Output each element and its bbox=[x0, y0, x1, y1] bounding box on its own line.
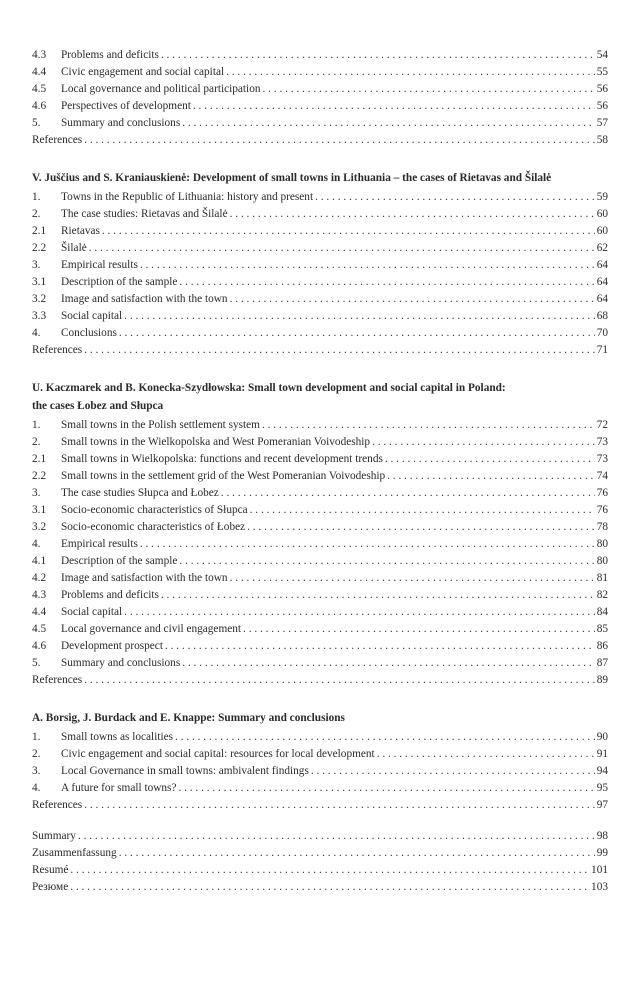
entry-title: Small towns in the Wielkopolska and West Pomeranian Voivodeship bbox=[61, 436, 371, 448]
toc-entry[interactable] bbox=[32, 81, 608, 98]
entry-page: 71 bbox=[596, 344, 608, 356]
toc-entry[interactable] bbox=[32, 502, 608, 519]
entry-number: 4.3 bbox=[32, 589, 47, 601]
toc-entry[interactable] bbox=[32, 64, 608, 81]
entry-number: 3.1 bbox=[32, 276, 47, 288]
toc-entry[interactable] bbox=[32, 587, 608, 604]
entry-number: 3.1 bbox=[32, 504, 47, 516]
leader-dots bbox=[178, 780, 594, 797]
entry-page: 76 bbox=[596, 504, 608, 516]
leader-dots bbox=[84, 797, 595, 814]
entry-title: Social capital bbox=[61, 606, 123, 618]
toc-entry[interactable] bbox=[32, 553, 608, 570]
entry-page: 60 bbox=[596, 225, 608, 237]
entry-number: 2. bbox=[32, 436, 41, 448]
leader-dots bbox=[119, 845, 595, 862]
entry-number: 2. bbox=[32, 208, 41, 220]
entry-page: 57 bbox=[596, 117, 608, 129]
toc-entry[interactable] bbox=[32, 240, 608, 257]
entry-page: 64 bbox=[596, 276, 608, 288]
leader-dots bbox=[161, 587, 595, 604]
entry-title: Local Governance in small towns: ambivalent findings bbox=[61, 765, 309, 777]
entry-title: Socio-economic characteristics of Łobez bbox=[61, 521, 246, 533]
entry-number: 4.4 bbox=[32, 606, 47, 618]
toc-entry[interactable] bbox=[32, 828, 608, 845]
entry-page: 76 bbox=[596, 487, 608, 499]
entry-title: Conclusions bbox=[61, 327, 117, 339]
entry-title: Development prospect bbox=[61, 640, 163, 652]
leader-dots bbox=[182, 655, 594, 672]
toc-entry[interactable] bbox=[32, 98, 608, 115]
leader-dots bbox=[165, 638, 595, 655]
leader-dots bbox=[193, 98, 595, 115]
entry-number: 3. bbox=[32, 765, 41, 777]
toc-entry[interactable] bbox=[32, 746, 608, 763]
leader-dots bbox=[140, 257, 595, 274]
entry-number: 5. bbox=[32, 117, 41, 129]
entry-title: References bbox=[32, 344, 83, 356]
toc-entry[interactable] bbox=[32, 729, 608, 746]
entry-page: 60 bbox=[596, 208, 608, 220]
leader-dots bbox=[182, 115, 594, 132]
entry-title: Socio-economic characteristics of Słupca bbox=[61, 504, 248, 516]
entry-title: Description of the sample bbox=[61, 276, 178, 288]
entry-title: Civic engagement and social capital bbox=[61, 66, 225, 78]
entry-title: The case studies: Rietavas and Šilalė bbox=[61, 208, 228, 220]
entry-page: 80 bbox=[596, 538, 608, 550]
entry-number: 2.2 bbox=[32, 242, 47, 254]
entry-page: 64 bbox=[596, 293, 608, 305]
entry-number: 3. bbox=[32, 487, 41, 499]
entry-page: 99 bbox=[596, 847, 608, 859]
entry-number: 4.5 bbox=[32, 83, 47, 95]
entry-title: Small towns in the settlement grid of the West Pomeranian Voivodeship bbox=[61, 470, 386, 482]
entry-title: Zusammenfassung bbox=[32, 847, 117, 859]
leader-dots bbox=[385, 451, 595, 468]
toc-entry[interactable] bbox=[32, 763, 608, 780]
entry-page: 81 bbox=[596, 572, 608, 584]
entry-page: 97 bbox=[596, 799, 608, 811]
entry-page: 70 bbox=[596, 327, 608, 339]
leader-dots bbox=[84, 342, 595, 359]
entry-title: Small towns in Wielkopolska: functions and recent development trends bbox=[61, 453, 383, 465]
leader-dots bbox=[315, 189, 595, 206]
toc-entry[interactable] bbox=[32, 189, 608, 206]
entry-number: 1. bbox=[32, 191, 41, 203]
entry-page: 80 bbox=[596, 555, 608, 567]
entry-title: Резюме bbox=[32, 881, 69, 893]
toc-references[interactable] bbox=[32, 342, 608, 359]
entry-title: Summary and conclusions bbox=[61, 657, 181, 669]
entry-page: 72 bbox=[596, 419, 608, 431]
toc-entry[interactable] bbox=[32, 274, 608, 291]
toc-entry[interactable] bbox=[32, 223, 608, 240]
toc-entry[interactable] bbox=[32, 862, 608, 879]
entry-number: 4. bbox=[32, 538, 41, 550]
leader-dots bbox=[84, 672, 595, 689]
entry-page: 64 bbox=[596, 259, 608, 271]
entry-number: 2.1 bbox=[32, 453, 47, 465]
section-title-line2: the cases Łobez and Słupca bbox=[32, 400, 164, 412]
entry-page: 62 bbox=[596, 242, 608, 254]
leader-dots bbox=[119, 325, 595, 342]
entry-title: Rietavas bbox=[61, 225, 100, 237]
entry-title: Towns in the Republic of Lithuania: history and present bbox=[61, 191, 314, 203]
entry-title: Local governance and civil engagement bbox=[61, 623, 242, 635]
toc-entry[interactable] bbox=[32, 257, 608, 274]
entry-number: 4.4 bbox=[32, 66, 47, 78]
leader-dots bbox=[243, 621, 595, 638]
leader-dots bbox=[124, 308, 595, 325]
entry-title: References bbox=[32, 799, 83, 811]
toc-entry[interactable] bbox=[32, 206, 608, 223]
entry-page: 59 bbox=[596, 191, 608, 203]
leader-dots bbox=[230, 291, 595, 308]
entry-page: 103 bbox=[591, 881, 608, 893]
section-title: V. Juščius and S. Kraniauskienė: Development of small towns in Lithuania – the cases of Rietavas and Šilalė bbox=[32, 172, 552, 184]
entry-page: 82 bbox=[596, 589, 608, 601]
toc-entry[interactable] bbox=[32, 536, 608, 553]
entry-page: 68 bbox=[596, 310, 608, 322]
toc-entry[interactable] bbox=[32, 451, 608, 468]
entry-page: 101 bbox=[591, 864, 608, 876]
leader-dots bbox=[179, 274, 594, 291]
entry-page: 55 bbox=[596, 66, 608, 78]
toc-entry[interactable] bbox=[32, 485, 608, 502]
entry-number: 4. bbox=[32, 782, 41, 794]
section-title-line1: U. Kaczmarek and B. Konecka-Szydłowska: Small town development and social capital in Poland: bbox=[32, 382, 506, 394]
entry-number: 4.3 bbox=[32, 49, 47, 61]
leader-dots bbox=[387, 468, 595, 485]
entry-title: Small towns as localities bbox=[61, 731, 174, 743]
entry-page: 73 bbox=[596, 436, 608, 448]
toc-entry[interactable] bbox=[32, 291, 608, 308]
leader-dots bbox=[70, 879, 589, 896]
leader-dots bbox=[179, 553, 594, 570]
entry-page: 54 bbox=[596, 49, 608, 61]
entry-page: 78 bbox=[596, 521, 608, 533]
toc-entry[interactable] bbox=[32, 879, 608, 896]
toc-entry[interactable] bbox=[32, 780, 608, 797]
toc-section-summary bbox=[32, 709, 608, 814]
entry-number: 4.5 bbox=[32, 623, 47, 635]
entry-number: 3.2 bbox=[32, 293, 47, 305]
toc-entry[interactable] bbox=[32, 638, 608, 655]
toc-entry[interactable] bbox=[32, 655, 608, 672]
entry-page: 56 bbox=[596, 83, 608, 95]
entry-number: 4.6 bbox=[32, 100, 47, 112]
toc-entry[interactable] bbox=[32, 845, 608, 862]
leader-dots bbox=[124, 604, 595, 621]
entry-title: The case studies Słupca and Łobez bbox=[61, 487, 219, 499]
toc-entry[interactable] bbox=[32, 604, 608, 621]
entry-number: 3.2 bbox=[32, 521, 47, 533]
entry-number: 4.6 bbox=[32, 640, 47, 652]
entry-number: 5. bbox=[32, 657, 41, 669]
leader-dots bbox=[230, 570, 595, 587]
toc-entry[interactable] bbox=[32, 434, 608, 451]
entry-page: 87 bbox=[596, 657, 608, 669]
entry-page: 91 bbox=[596, 748, 608, 760]
leader-dots bbox=[102, 223, 595, 240]
entry-number: 4.2 bbox=[32, 572, 47, 584]
entry-title: Summary bbox=[32, 830, 76, 842]
entry-number: 1. bbox=[32, 731, 41, 743]
entry-title: Šilalė bbox=[61, 242, 87, 254]
entry-title: Problems and deficits bbox=[61, 49, 159, 61]
entry-page: 90 bbox=[596, 731, 608, 743]
toc-section-poland bbox=[32, 379, 608, 689]
toc-entry[interactable] bbox=[32, 325, 608, 342]
leader-dots bbox=[140, 536, 595, 553]
entry-page: 56 bbox=[596, 100, 608, 112]
entry-page: 89 bbox=[596, 674, 608, 686]
entry-title: Perspectives of development bbox=[61, 100, 191, 112]
entry-title: Resumé bbox=[32, 864, 69, 876]
entry-number: 2.2 bbox=[32, 470, 47, 482]
leader-dots bbox=[226, 64, 595, 81]
toc-entry[interactable] bbox=[32, 115, 608, 132]
leader-dots bbox=[175, 729, 595, 746]
entry-number: 4.1 bbox=[32, 555, 47, 567]
leader-dots bbox=[78, 828, 595, 845]
entry-title: Problems and deficits bbox=[61, 589, 159, 601]
toc-section-lithuania bbox=[32, 169, 608, 359]
entry-title: Empirical results bbox=[61, 259, 138, 271]
section-title: A. Borsig, J. Burdack and E. Knappe: Summary and conclusions bbox=[32, 712, 345, 724]
leader-dots bbox=[161, 47, 595, 64]
toc-references[interactable] bbox=[32, 132, 608, 149]
leader-dots bbox=[263, 81, 595, 98]
leader-dots bbox=[221, 485, 595, 502]
entry-number: 3. bbox=[32, 259, 41, 271]
toc-entry[interactable] bbox=[32, 621, 608, 638]
entry-title: Image and satisfaction with the town bbox=[61, 572, 228, 584]
entry-title: Civic engagement and social capital: resources for local development bbox=[61, 748, 375, 760]
entry-title: References bbox=[32, 674, 83, 686]
entry-page: 85 bbox=[596, 623, 608, 635]
toc-entry[interactable] bbox=[32, 468, 608, 485]
leader-dots bbox=[250, 502, 595, 519]
entry-page: 94 bbox=[596, 765, 608, 777]
entry-title: A future for small towns? bbox=[61, 782, 177, 794]
entry-page: 84 bbox=[596, 606, 608, 618]
toc-entry[interactable] bbox=[32, 308, 608, 325]
leader-dots bbox=[84, 132, 595, 149]
entry-number: 2.1 bbox=[32, 225, 47, 237]
entry-page: 98 bbox=[596, 830, 608, 842]
toc-section-continued bbox=[32, 47, 608, 149]
toc-summaries bbox=[32, 828, 608, 896]
leader-dots bbox=[262, 417, 595, 434]
leader-dots bbox=[377, 746, 595, 763]
entry-number: 4. bbox=[32, 327, 41, 339]
toc-entry[interactable] bbox=[32, 47, 608, 64]
leader-dots bbox=[89, 240, 595, 257]
entry-page: 74 bbox=[596, 470, 608, 482]
toc-entry[interactable] bbox=[32, 417, 608, 434]
entry-page: 58 bbox=[596, 134, 608, 146]
toc-entry[interactable] bbox=[32, 570, 608, 587]
leader-dots bbox=[247, 519, 595, 536]
entry-number: 3.3 bbox=[32, 310, 47, 322]
entry-page: 73 bbox=[596, 453, 608, 465]
leader-dots bbox=[70, 862, 589, 879]
entry-number: 2. bbox=[32, 748, 41, 760]
entry-page: 86 bbox=[596, 640, 608, 652]
entry-title: Empirical results bbox=[61, 538, 138, 550]
entry-title: References bbox=[32, 134, 83, 146]
entry-page: 95 bbox=[596, 782, 608, 794]
entry-title: Social capital bbox=[61, 310, 123, 322]
entry-number: 1. bbox=[32, 419, 41, 431]
toc-references[interactable] bbox=[32, 672, 608, 689]
entry-title: Description of the sample bbox=[61, 555, 178, 567]
leader-dots bbox=[372, 434, 595, 451]
entry-title: Local governance and political participation bbox=[61, 83, 261, 95]
entry-title: Image and satisfaction with the town bbox=[61, 293, 228, 305]
toc-entry[interactable] bbox=[32, 519, 608, 536]
leader-dots bbox=[311, 763, 595, 780]
toc-references[interactable] bbox=[32, 797, 608, 814]
entry-title: Small towns in the Polish settlement system bbox=[61, 419, 260, 431]
leader-dots bbox=[230, 206, 595, 223]
entry-title: Summary and conclusions bbox=[61, 117, 181, 129]
